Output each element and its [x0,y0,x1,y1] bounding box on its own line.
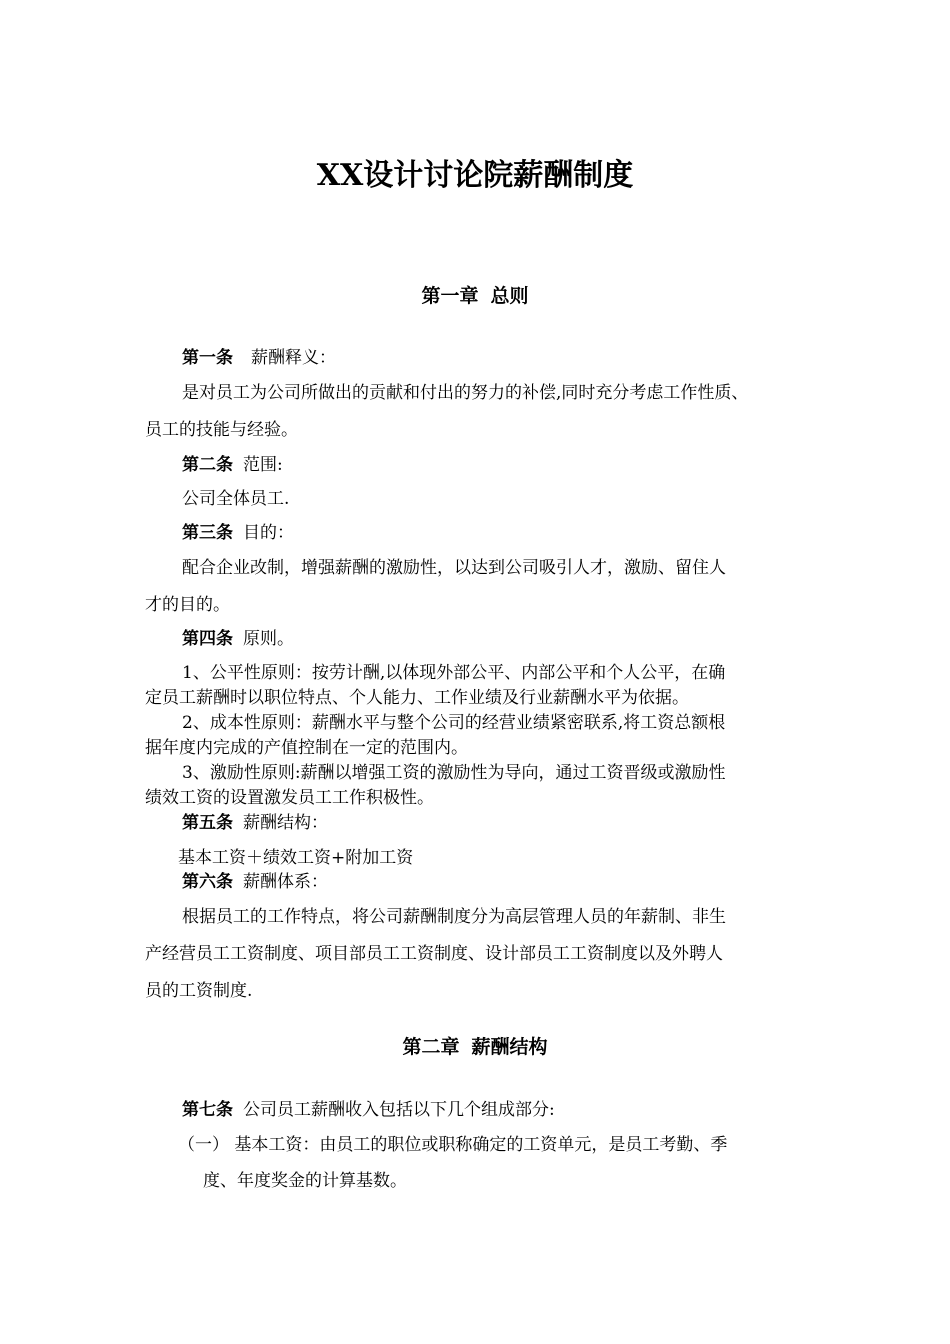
principle-2-line-1: 2、成本性原则：薪酬水平与整个公司的经营业绩紧密联系,将工资总额根 [182,713,726,733]
article-1-body-line-1: 是对员工为公司所做出的贡献和付出的努力的补偿,同时充分考虑工作性质、 [182,383,749,403]
chapter-1-number: 第一章 [421,285,479,307]
article-3-label: 第三条 [182,523,233,543]
article-7-item-1-line-1: （一） 基本工资：由员工的职位或职称确定的工资单元，是员工考勤、季 [178,1135,728,1155]
article-2-heading [182,454,283,476]
article-5-body: 基本工资＋绩效工资+附加工资 [178,848,414,868]
article-6-body-line-2: 产经营员工工资制度、项目部员工工资制度、设计部员工工资制度以及外聘人 [145,944,723,964]
article-6-body-line-1: 根据员工的工作特点，将公司薪酬制度分为高层管理人员的年薪制、非生 [182,907,726,927]
article-6-body-line-3: 员的工资制度. [145,981,253,1001]
chapter-2-number: 第二章 [402,1036,460,1058]
article-6-text: 薪酬体系： [243,872,328,892]
article-3-heading [182,522,294,544]
article-5-heading [182,812,328,834]
article-5-text: 薪酬结构： [243,813,328,833]
article-1-text: 薪酬释义： [251,348,336,368]
article-6-heading [182,871,328,893]
principle-3-line-1: 3、激励性原则:薪酬以增强工资的激励性为导向，通过工资晋级或激励性 [182,763,726,783]
principle-2-line-2: 据年度内完成的产值控制在一定的范围内。 [145,738,468,758]
article-3-body-line-2: 才的目的。 [145,595,230,615]
article-6-label: 第六条 [182,872,233,892]
article-2-label: 第二条 [182,455,233,475]
article-2-body: 公司全体员工. [182,489,290,509]
document-title: XX设计讨论院薪酬制度 [316,158,634,193]
principle-1-line-1: 1、公平性原则：按劳计酬,以体现外部公平、内部公平和个人公平，在确 [182,663,726,683]
chapter-1-name: 总则 [490,285,529,307]
chapter-2-heading [0,1034,950,1060]
chapter-2-name: 薪酬结构 [471,1036,548,1058]
article-4-label: 第四条 [182,629,233,649]
article-5-label: 第五条 [182,813,233,833]
principle-1-line-2: 定员工薪酬时以职位特点、个人能力、工作业绩及行业薪酬水平为依据。 [145,688,689,708]
principle-3-line-2: 绩效工资的设置激发员工工作积极性。 [145,788,434,808]
article-1-heading [182,347,336,369]
article-3-text: 目的： [243,523,294,543]
article-3-body-line-1: 配合企业改制，增强薪酬的激励性，以达到公司吸引人才，激励、留住人 [182,558,726,578]
article-7-heading [182,1099,555,1121]
article-4-heading [182,628,294,650]
article-4-text: 原则。 [243,629,294,649]
article-7-label: 第七条 [182,1100,233,1120]
article-7-item-1-line-2: 度、年度奖金的计算基数。 [203,1171,407,1191]
article-7-text: 公司员工薪酬收入包括以下几个组成部分: [243,1100,555,1120]
article-1-label: 第一条 [182,348,233,368]
article-2-text: 范围: [243,455,283,475]
chapter-1-heading [0,283,950,309]
article-1-body-line-2: 员工的技能与经验。 [145,420,298,440]
